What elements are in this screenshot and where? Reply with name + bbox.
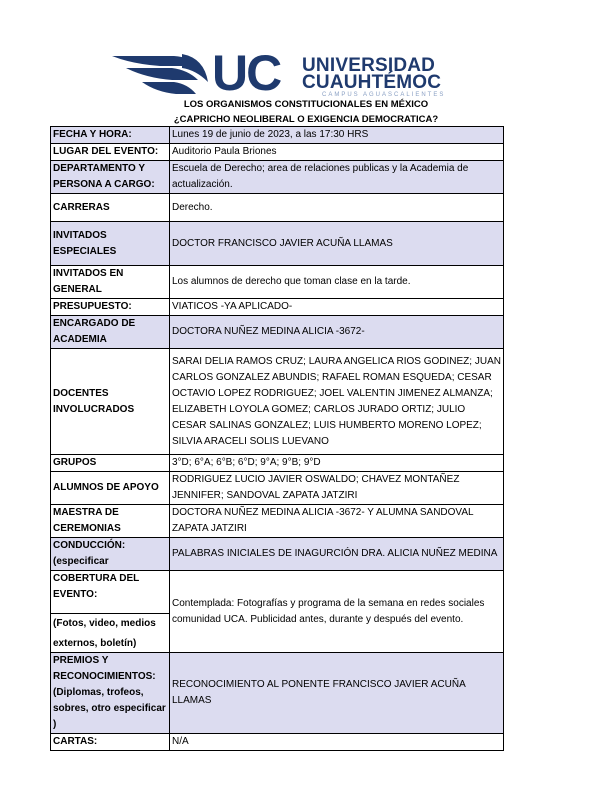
row-value: Derecho.: [170, 194, 504, 222]
row-label: INVITADOS EN GENERAL: [51, 266, 170, 299]
table-row: [51, 144, 504, 161]
university-line2: CUAUHTÉMOC: [302, 72, 442, 93]
table-row: [51, 127, 504, 144]
table-row: [51, 316, 504, 349]
row-label: [51, 571, 170, 653]
row-label: MAESTRA DE CEREMONIAS: [51, 505, 170, 538]
row-label-line: COBERTURA DEL EVENTO:: [53, 573, 140, 600]
row-value: Auditorio Paula Briones: [170, 144, 504, 161]
table-row: [51, 571, 504, 653]
row-label-line: externos, boletín): [53, 638, 137, 649]
campus-label: CAMPUS AGUASCALIENTES: [322, 92, 446, 98]
row-label: PREMIOS Y RECONOCIMIENTOS: (Diplomas, trofeos, sobres, otro especificar ): [51, 653, 170, 734]
row-label: FECHA Y HORA:: [51, 127, 170, 144]
document-title: LOS ORGANISMOS CONSTITUCIONALES EN MÉXICO: [183, 99, 429, 110]
table-row: [51, 455, 504, 472]
row-value: DOCTORA NUÑEZ MEDINA ALICIA -3672- Y ALUMNA SANDOVAL ZAPATA JATZIRI: [170, 505, 504, 538]
document-subtitle: ¿CAPRICHO NEOLIBERAL O EXIGENCIA DEMOCRATICA?: [173, 114, 439, 125]
row-label: DOCENTES INVOLUCRADOS: [51, 349, 170, 455]
row-label: CARRERAS: [51, 194, 170, 222]
university-name: [302, 57, 441, 91]
row-label-line: (Fotos, video, medios: [51, 613, 169, 632]
row-label: DEPARTAMENTO Y PERSONA A CARGO:: [51, 161, 170, 194]
row-value: DOCTORA NUÑEZ MEDINA ALICIA -3672-: [170, 316, 504, 349]
row-label: LUGAR DEL EVENTO:: [51, 144, 170, 161]
row-label: CARTAS:: [51, 734, 170, 751]
row-value: SARAI DELIA RAMOS CRUZ; LAURA ANGELICA RIOS GODINEZ; JUAN CARLOS GONZALEZ ABUNDIS; RAFAEL ROMAN ESQUEDA; CESAR OCTAVIO LOPEZ RODRIGUEZ; JOEL VALENTIN JIMENEZ ALMANZA; ELIZABETH LOYOLA GOMEZ; CARLOS JURADO ORTIZ; JULIO CESAR SALINAS GONZALEZ; LUIS HUMBERTO MORENO LOPEZ; SILVIA ARACELI SOLIS LUEVANO: [170, 349, 504, 455]
row-value: RODRIGUEZ LUCIO JAVIER OSWALDO; CHAVEZ MONTAÑEZ JENNIFER; SANDOVAL ZAPATA JATZIRI: [170, 472, 504, 505]
row-value: VIATICOS -YA APLICADO-: [170, 299, 504, 316]
row-value: Escuela de Derecho; area de relaciones publicas y la Academia de actualización.: [170, 161, 504, 194]
university-line1: UNIVERSIDAD: [302, 55, 436, 76]
row-label: GRUPOS: [51, 455, 170, 472]
row-label: PRESUPUESTO:: [51, 299, 170, 316]
table-row: [51, 653, 504, 734]
row-value: DOCTOR FRANCISCO JAVIER ACUÑA LLAMAS: [170, 222, 504, 266]
row-value: 3°D; 6°A; 6°B; 6°D; 9°A; 9°B; 9°D: [170, 455, 504, 472]
row-value: PALABRAS INICIALES DE INAGURCIÓN DRA. ALICIA NUÑEZ MEDINA: [170, 538, 504, 571]
table-row: [51, 734, 504, 751]
table-row: [51, 161, 504, 194]
logo-letters: UC: [212, 45, 281, 101]
row-value: Contemplada: Fotografías y programa de la semana en redes sociales comunidad UCA. Publicidad antes, durante y después del evento.: [170, 571, 504, 653]
row-label: ALUMNOS DE APOYO: [51, 472, 170, 505]
row-value: Los alumnos de derecho que toman clase en la tarde.: [170, 266, 504, 299]
table-row: [51, 194, 504, 222]
row-label: INVITADOS ESPECIALES: [51, 222, 170, 266]
row-label: CONDUCCIÓN: (especificar: [51, 538, 170, 571]
table-row: [51, 222, 504, 266]
table-row: [51, 538, 504, 571]
row-value: RECONOCIMIENTO AL PONENTE FRANCISCO JAVIER ACUÑA LLAMAS: [170, 653, 504, 734]
table-row: [51, 299, 504, 316]
row-value: Lunes 19 de junio de 2023, a las 17:30 HRS: [170, 127, 504, 144]
event-info-table: [50, 126, 504, 751]
table-row: [51, 472, 504, 505]
table-row: [51, 349, 504, 455]
row-label: ENCARGADO DE ACADEMIA: [51, 316, 170, 349]
row-value: N/A: [170, 734, 504, 751]
table-row: [51, 505, 504, 538]
table-row: [51, 266, 504, 299]
